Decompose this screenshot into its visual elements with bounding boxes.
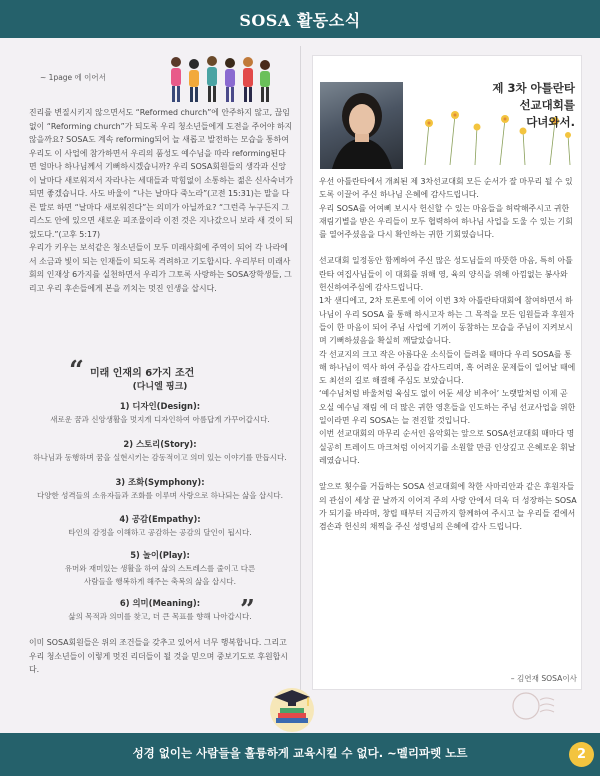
article-title-line: 다녀와서. (526, 115, 575, 129)
postmark-stamp-icon (510, 690, 555, 722)
right-body (319, 175, 577, 533)
condition-desc: 다양한 성격들의 소유자들과 조화를 이루며 사랑으로 하나되는 삶을 삽시다. (36, 491, 284, 500)
right-paragraph: 각 선교지의 크고 작은 아름다운 소식들이 들려올 때마다 우리 SOSA를 통해 하나님이 역사 하여 주심을 감사드리며, 혹 어려운 문제들이 일어날 때에도 최선의 길로 해결해 주심도 보았습니다. (319, 349, 576, 386)
close-quote-icon: ” (240, 595, 255, 625)
condition-item (0, 549, 320, 588)
right-paragraph: ‘예수님처럼 바울처럼 육심도 없이 어둔 세상 비추어’ 노랫말처럼 이제 곧 오실 예수님 재림 에 더 많은 귀한 영혼들을 인도하는 주님 선교사업을 위한 일이라면 우리 SOSA는 늘 전진할 것입니다. (319, 389, 576, 426)
page-header (0, 0, 600, 38)
right-paragraph: 선교대회 일정동안 함께하여 주신 많은 성도님들의 따뜻한 마음, 특히 아틀란타 여집사님들이 이 대회를 위해 영, 육의 양식을 위해 아낌없는 봉사와 헌신하여주심에 감사드립니다. (319, 256, 573, 293)
page-number: 2 (569, 742, 594, 767)
footer-quote: 성경 없이는 사람들을 훌륭하게 교육시킬 수 없다. ~멜리파렛 노트 (132, 746, 468, 760)
right-paragraph: 우선 아틀란타에서 개최된 제 3차선교대회 모든 순서가 잘 마무리 될 수 있도록 이끌어 주신 하나님 은혜에 감사드립니다. (319, 177, 573, 200)
left-paragraph: 우리가 키우는 보석같은 청소년들이 모두 미래사회에 주역이 되어 각 나라에서 소금과 빛이 되는 인재들이 되도록 격려하고 기도합시다. 우리부터 미래사회의 인재상 6가지를 실천하면서 우리가 그토록 사랑하는 SOSA장학생들, 그 리고 우리 후손들에게 본을 끼치는 멋진 인생을 삽시다. (29, 243, 292, 293)
page-title: SOSA 활동소식 (239, 10, 361, 30)
condition-item (0, 438, 320, 464)
condition-item (0, 400, 320, 426)
left-closing: 이미 SOSA회원들은 위의 조건들을 갖추고 있어서 너무 행복합니다. 그리고 우리 청소년들이 이렇게 멋진 리더들이 될 것을 믿으며 중보기도로 후원합시다. (29, 638, 288, 674)
condition-desc: 하나님과 동행하며 꿈을 실현시키는 감동적이고 의미 있는 이야기를 만듭시다. (33, 453, 287, 462)
condition-item (0, 513, 320, 539)
condition-desc: 삶의 목적과 의미를 찾고, 더 큰 목표를 향해 나아갑시다. (68, 612, 252, 621)
condition-head: 4) 공감(Empathy): (119, 514, 201, 524)
left-body (29, 106, 293, 295)
page-footer (0, 733, 600, 776)
article-title-line: 선교대회를 (519, 98, 575, 112)
condition-head: 1) 디자인(Design): (119, 401, 201, 411)
condition-head: 3) 조화(Symphony): (115, 477, 205, 487)
right-paragraph: 이번 선교대회의 마무리 순서인 음악회는 앞으로 SOSA선교대회 때마다 명실공히 트레이드 마크처럼 이어지기를 소원할 만큼 인상깊고 은혜로운 휘날레였습니다. (319, 429, 576, 465)
author-photo (320, 82, 403, 169)
quote-title: 미래 인재의 6가지 조건 (89, 367, 195, 379)
signature: – 김연재 SOSA이사 (510, 674, 577, 683)
people-illustration (164, 52, 274, 107)
condition-item (0, 476, 320, 502)
article-title-line: 제 3차 아틀란타 (492, 81, 575, 95)
continued-note: ~ 1page 에 이어서 (40, 73, 106, 82)
condition-head: 2) 스토리(Story): (123, 439, 197, 449)
education-books-logo (262, 684, 322, 732)
open-quote-icon: “ (69, 356, 84, 386)
column-divider (300, 46, 301, 726)
condition-head: 5) 놀이(Play): (130, 550, 190, 560)
right-paragraph: 앞으로 횟수를 거듭하는 SOSA 선교대회에 착한 사마리안과 같은 후원자들의 관심이 세상 끝 날까지 이어져 주의 사랑 안에서 더욱 더 성장하는 SOSA가 되기를 바라며, 창립 때부터 지금까지 함께하여 주시고 늘 우리들 곁에서 겸손과 헌신의 채찍을 주신 성령님의 은혜에 감사 드립니다. (319, 482, 577, 532)
condition-desc: 새로운 꿈과 신앙생활을 멋지게 디자인하여 아름답게 가꾸어갑시다. (50, 415, 270, 424)
right-paragraph: 1차 샌디에고, 2차 토론토에 이어 이번 3차 아틀란타대회에 참여하면서 하나님이 우리 SOSA 를 통해 하시고자 하는 그 목적을 모든 임원들과 후원자들이 한 마음이 되어 주님 사업에 기꺼이 동참하는 모습을 주님이 지켜보시며 기뻐하셨음을 확실히 깨달았습니다. (319, 296, 575, 346)
article-title (430, 80, 575, 131)
condition-desc: 유머와 재미있는 생활을 하여 삶의 스트레스를 줄이고 다른 사람들을 행복하게 해주는 축복의 삶을 삽시다. (64, 564, 256, 586)
condition-head: 6) 의미(Meaning): (119, 598, 201, 608)
left-paragraph: 진리를 변질시키지 않으면서도 “Reformed church”에 안주하지 않고, 끊임없이 “Reforming church”가 되도록 우리 청소년들에게 도전을 주어야 하지 않을까요? SOSA도 계속 reforming되어 늘 새롭고 발전하는 모습을 통하여 우리도 이 사업에 참가하면서 우리의 품성도 예수님을 따라 reforming된다면 얼마나 하나님께서 기뻐하시겠습니까? 우리 SOSA회원들의 생각과 신앙이 날마다 새로워져서 자라나는 세대들과 막힘없이 소통하는 젊은 신사숙녀가 되면 좋겠습니다. 사도 바울이 “나는 날마다 죽노라”(고전 15:31)는 말을 다 른 말로 하면 “날마다 새로워진다”는 의미가 아닐까요? “그런즉 누구든지 그리스도 안에 있으면 새로운 피조물이라 이전 것은 지나갔으니 보라 새 것이 되었도다.”(고후 5:17) (29, 108, 293, 239)
right-paragraph: 우리 SOSA를 어여삐 보시사 헌신할 수 있는 마음들을 허락해주시고 귀한 재림기별을 받은 우리들이 모두 협력하여 하나님 사업을 도울 수 있는 기회를 열어주셨음을 다시 확인하는 귀한 기회였습니다. (319, 203, 573, 240)
condition-desc: 타인의 감정을 이해하고 공감하는 공감의 달인이 됩시다. (68, 528, 252, 537)
quote-subtitle: (다니엘 핑크) (132, 382, 188, 392)
condition-item (0, 597, 320, 623)
